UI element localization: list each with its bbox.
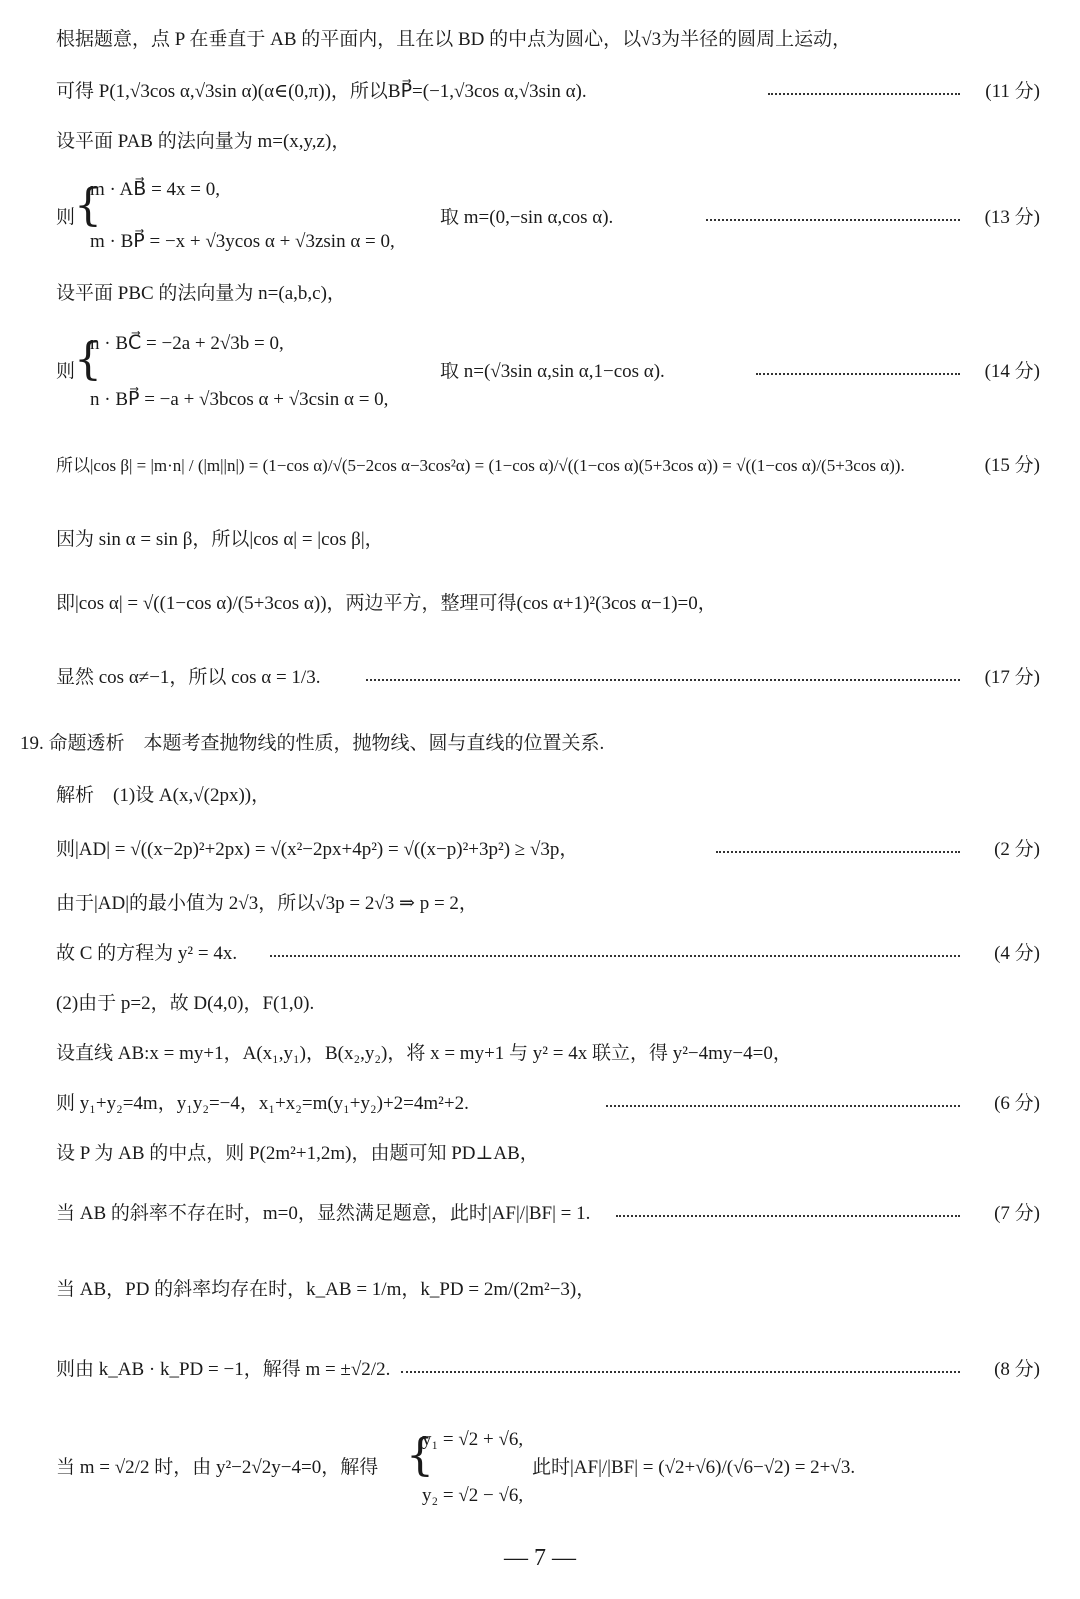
text-line xyxy=(56,78,1040,106)
score-points: (6 分) xyxy=(988,1090,1040,1118)
text-line xyxy=(56,1040,1040,1068)
leader-dots xyxy=(366,677,960,681)
line-text: 19. 命题透析 本题考查抛物线的性质，抛物线、圆与直线的位置关系. xyxy=(20,733,605,754)
score-points: (11 分) xyxy=(979,78,1040,106)
text-line xyxy=(56,128,1040,156)
text-line xyxy=(56,782,1040,810)
line-text: 则|AD| = √((x−2p)²+2px) = √(x²−2px+4p²) = √((x−p)²+3p²) ≥ √3p， xyxy=(56,839,579,860)
equation-line: y₂ = √2 − √6, xyxy=(422,1485,524,1506)
text-line xyxy=(56,940,1040,968)
line-text: 即|cos α| = √((1−cos α)/(5+3cos α))，两边平方，整理可得(cos α+1)²(3cos α−1)=0， xyxy=(56,593,717,614)
leader-dots xyxy=(616,1213,960,1217)
line-text: 所以|cos β| = |m·n| / (|m||n|) = (1−cos α)/√(5−2cos α−3cos²α) = (1−cos α)/√((1−cos α)(5+3cos α)) = √((1−cos α)/(5+3cos α)). xyxy=(56,456,905,475)
text-line xyxy=(56,590,1040,618)
text-line xyxy=(56,1200,1040,1228)
text-line xyxy=(56,990,1040,1018)
line-text: 可得 P(1,√3cos α,√3sin α)(α∈(0,π))，所以BP⃗=(−1,√3cos α,√3sin α). xyxy=(56,81,587,102)
line-text: 故 C 的方程为 y² = 4x. xyxy=(56,943,238,964)
text-line xyxy=(56,836,1040,864)
text-line xyxy=(56,664,1040,692)
equation-line: y₁ = √2 + √6, xyxy=(422,1429,524,1450)
line-text: 显然 cos α≠−1，所以 cos α = 1/3. xyxy=(56,667,321,688)
text-line xyxy=(56,526,1040,554)
section-heading xyxy=(20,730,1040,758)
equation-line: 当 m = √2/2 时，由 y²−2√2y−4=0，解得 xyxy=(56,1457,379,1478)
line-text: 解析 (1)设 A(x,√(2px))， xyxy=(56,785,271,806)
equation-line: n · BC⃗ = −2a + 2√3b = 0, xyxy=(90,333,284,354)
line-text: 则 y₁+y₂=4m，y₁y₂=−4，x₁+x₂=m(y₁+y₂)+2=4m²+2. xyxy=(56,1093,469,1114)
line-text: 设 P 为 AB 的中点，则 P(2m²+1,2m)，由题可知 PD⊥AB， xyxy=(56,1143,539,1164)
text-line xyxy=(56,1090,1040,1118)
score-points: (8 分) xyxy=(988,1356,1040,1384)
line-text: 当 AB 的斜率不存在时，m=0，显然满足题意，此时|AF|/|BF| = 1. xyxy=(56,1203,591,1224)
then-label: 则 xyxy=(56,207,76,228)
leader-dots xyxy=(716,849,960,853)
line-text: 设平面 PAB 的法向量为 m=(x,y,z)， xyxy=(56,131,351,152)
leader-dots xyxy=(401,1369,960,1373)
score-points: (7 分) xyxy=(988,1200,1040,1228)
equation-line: n · BP⃗ = −a + √3bcos α + √3csin α = 0, xyxy=(90,389,389,410)
score-points: (14 分) xyxy=(979,358,1040,386)
page-number: — 7 — xyxy=(504,1545,576,1571)
equation-system xyxy=(56,1426,1040,1506)
line-text: 因为 sin α = sin β，所以|cos α| = |cos β|， xyxy=(56,529,384,550)
line-text: (2)由于 p=2，故 D(4,0)，F(1,0). xyxy=(56,993,315,1014)
text-line xyxy=(56,1140,1040,1168)
brace-icon: { xyxy=(406,1430,434,1481)
leader-dots xyxy=(606,1103,960,1107)
text-line xyxy=(56,1356,1040,1384)
score-points: (13 分) xyxy=(979,204,1040,232)
text-line xyxy=(56,26,1040,54)
line-text: 设平面 PBC 的法向量为 n=(a,b,c)， xyxy=(56,283,346,304)
score-points: (15 分) xyxy=(979,452,1040,480)
equation-result: 此时|AF|/|BF| = (√2+√6)/(√6−√2) = 2+√3. xyxy=(532,1457,856,1478)
text-line xyxy=(56,280,1040,308)
leader-dots xyxy=(756,371,960,375)
line-text: 则由 k_AB · k_PD = −1，解得 m = ±√2/2. xyxy=(56,1359,391,1380)
score-points: (4 分) xyxy=(988,940,1040,968)
equation-system xyxy=(56,176,1040,256)
then-label: 则 xyxy=(56,361,76,382)
text-line xyxy=(56,1276,1040,1304)
line-text: 由于|AD|的最小值为 2√3，所以√3p = 2√3 ⇒ p = 2， xyxy=(56,893,478,914)
score-points: (17 分) xyxy=(979,664,1040,692)
line-text: 设直线 AB:x = my+1，A(x₁,y₁)，B(x₂,y₂)，将 x = my+1 与 y² = 4x 联立，得 y²−4my−4=0， xyxy=(56,1043,792,1064)
brace-icon: { xyxy=(74,334,102,385)
text-line xyxy=(56,452,1040,480)
line-text: 当 AB，PD 的斜率均存在时，k_AB = 1/m，k_PD = 2m/(2m²−3)， xyxy=(56,1279,596,1300)
text-line xyxy=(56,890,1040,918)
equation-line: m · BP⃗ = −x + √3ycos α + √3zsin α = 0, xyxy=(90,231,395,252)
equation-result: 取 m=(0,−sin α,cos α). xyxy=(440,207,614,228)
line-text: 根据题意，点 P 在垂直于 AB 的平面内，且在以 BD 的中点为圆心，以√3为半径的圆周上运动， xyxy=(56,29,852,50)
brace-icon: { xyxy=(74,180,102,231)
leader-dots xyxy=(706,217,960,221)
equation-system xyxy=(56,330,1040,410)
score-points: (2 分) xyxy=(988,836,1040,864)
equation-line: m · AB⃗ = 4x = 0, xyxy=(90,179,220,200)
leader-dots xyxy=(768,91,960,95)
equation-result: 取 n=(√3sin α,sin α,1−cos α). xyxy=(440,361,665,382)
leader-dots xyxy=(270,953,960,957)
